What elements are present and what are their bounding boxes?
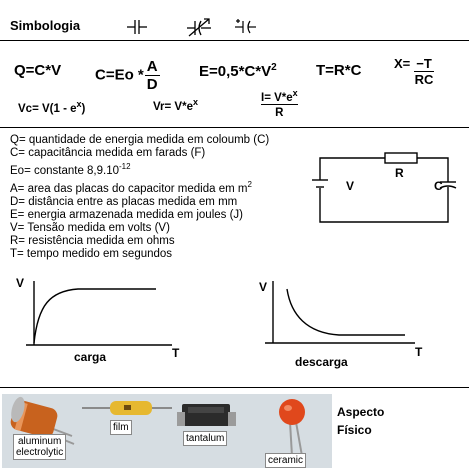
formula-time-constant: T=R*C bbox=[316, 62, 362, 79]
formula-current: $I= V*e^x$ R bbox=[261, 88, 298, 119]
circuit-v-label: V bbox=[346, 179, 355, 193]
header-title: Simbologia bbox=[10, 18, 81, 33]
formula-charge: Q=C*V bbox=[14, 62, 62, 79]
def-t: T= tempo medido em segundos bbox=[10, 247, 173, 260]
def-eo: Eo= constante $8,9.10^{-12}$ bbox=[10, 162, 131, 177]
charge-curve bbox=[34, 289, 156, 343]
top-divider bbox=[0, 40, 469, 41]
film-capacitor-icon bbox=[82, 401, 172, 415]
film-label: film bbox=[110, 420, 132, 435]
def-c: C= capacitância medida em farads (F) bbox=[10, 147, 206, 159]
def-a: A= area das placas do capacitor medida em $m^2$ bbox=[10, 179, 252, 195]
fixed-capacitor-icon bbox=[127, 20, 147, 34]
tantalum-capacitor-icon bbox=[177, 404, 236, 426]
discharge-graph bbox=[255, 275, 435, 373]
tantalum-label: tantalum bbox=[183, 431, 227, 446]
variable-capacitor-icon bbox=[187, 19, 211, 36]
formula-capacitor-voltage: $Vc= V(1 - e^x)$ bbox=[18, 99, 86, 115]
aspecto-title: Aspecto Físico bbox=[337, 405, 385, 437]
circuit-r-label: R bbox=[395, 166, 404, 180]
rc-circuit bbox=[310, 150, 465, 230]
formula-resistor-voltage: $Vr= V*e^x$ bbox=[153, 97, 198, 113]
charge-y-label: V bbox=[16, 276, 25, 290]
discharge-caption: descarga bbox=[295, 355, 348, 369]
formula-energy: $E=0,5*C*V^2$ bbox=[199, 62, 277, 80]
discharge-y-label: V bbox=[259, 280, 268, 294]
ceramic-label: ceramic bbox=[265, 453, 306, 468]
formula-capacitance: C=Eo * $\frac{A}{D}$ bbox=[95, 58, 158, 93]
discharge-x-label: T bbox=[415, 345, 423, 359]
def-r: R= resistência medida em ohms bbox=[10, 234, 175, 247]
charge-graph bbox=[10, 275, 195, 370]
charge-x-label: T bbox=[172, 346, 180, 360]
charge-caption: carga bbox=[74, 350, 107, 364]
capacitor-photo bbox=[2, 394, 332, 468]
electrolytic-capacitor-icon bbox=[235, 19, 256, 33]
ceramic-capacitor-icon bbox=[279, 399, 305, 456]
def-v: V= Tensão medida em volts (V) bbox=[10, 221, 170, 234]
circuit-c-label: C bbox=[434, 179, 443, 193]
footer-divider bbox=[0, 387, 469, 388]
def-e: E= energia armazenada medida em joules (J) bbox=[10, 208, 243, 221]
aluminum-label: aluminum electrolytic bbox=[13, 434, 66, 460]
capacitor-symbols bbox=[125, 15, 265, 39]
definitions-list bbox=[10, 134, 269, 261]
formula-exponent: X= $\frac{-T}{RC}$ bbox=[394, 56, 434, 87]
formula-divider bbox=[0, 127, 469, 128]
discharge-curve bbox=[287, 289, 405, 335]
def-d: D= distância entre as placas medida em mm bbox=[10, 195, 238, 208]
def-q: Q= quantidade de energia medida em coloumb (C) bbox=[10, 134, 270, 146]
